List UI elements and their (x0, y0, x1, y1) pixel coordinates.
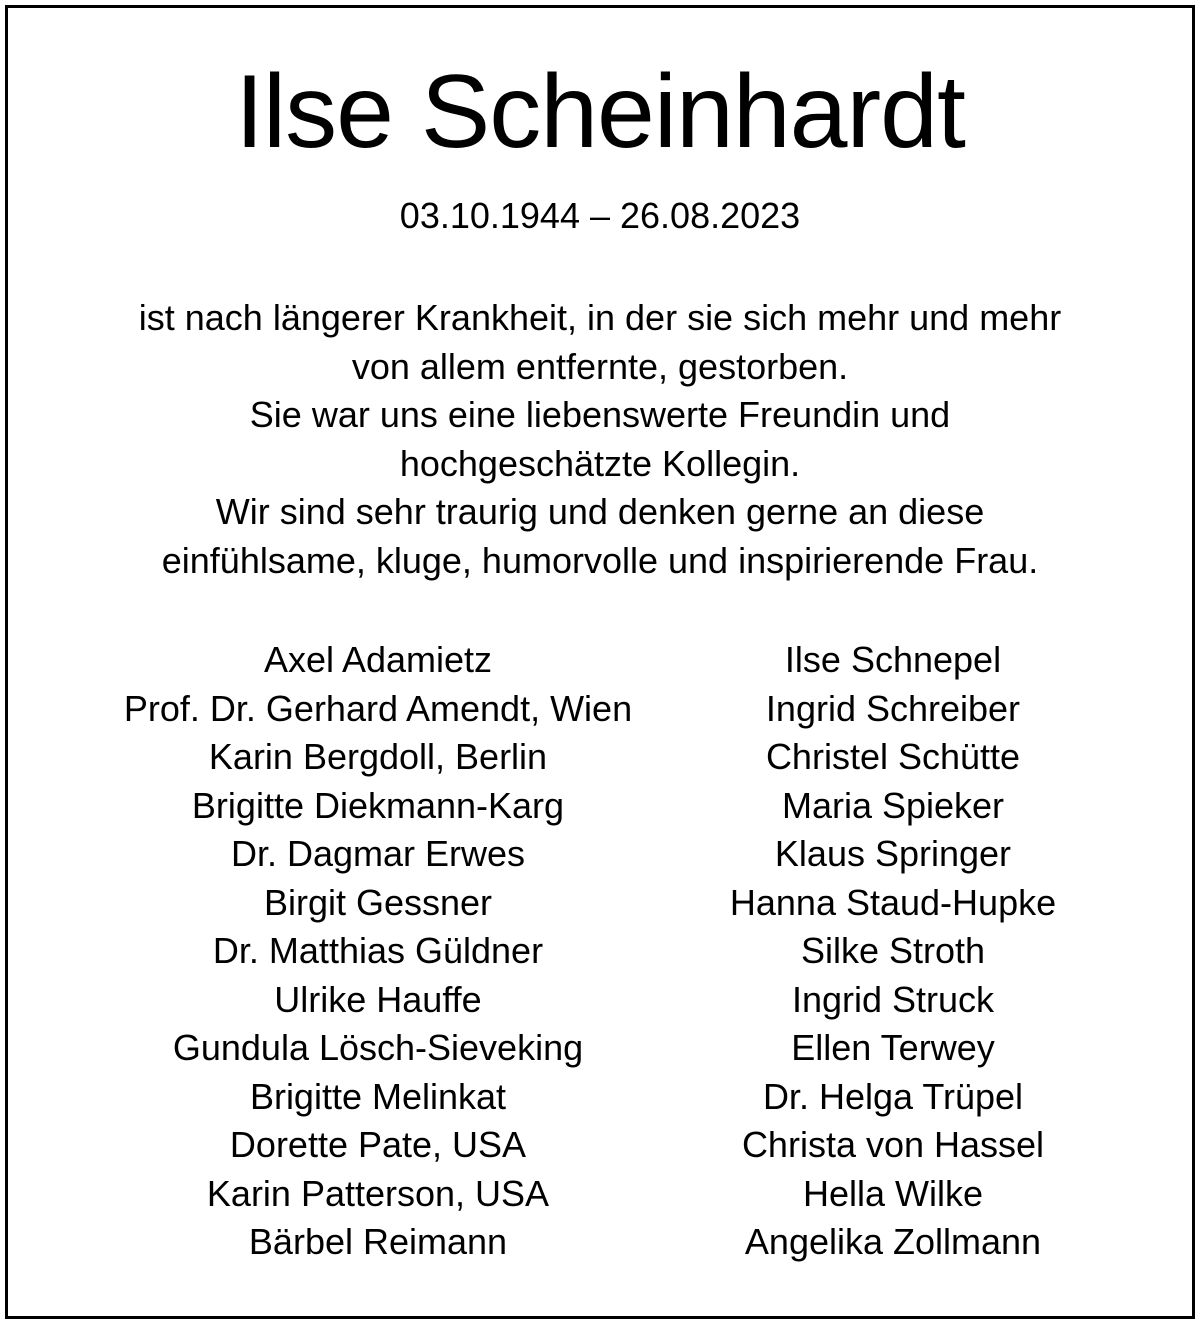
message-line: Sie war uns eine liebenswerte Freundin und (249, 394, 951, 435)
signatories-left-column (83, 636, 673, 1267)
obituary-notice (5, 5, 1195, 1319)
life-dates: 03.10.1944 – 26.08.2023 (399, 195, 801, 236)
signatory-name: Klaus Springer (774, 833, 1012, 874)
signatories-right-column (608, 636, 1178, 1267)
signatory-name: Hanna Staud-Hupke (729, 881, 1057, 923)
signatory-name: Dr. Matthias Güldner (212, 930, 544, 971)
signatory-name: Angelika Zollmann (744, 1221, 1042, 1262)
signatory-name: Birgit Gessner (263, 881, 493, 923)
signatory-name: Dr. Dagmar Erwes (230, 833, 526, 874)
signatory-name: Ellen Terwey (791, 1027, 995, 1068)
signatory-name: Brigitte Melinkat (249, 1075, 507, 1117)
deceased-name: Ilse Scheinhardt (235, 54, 965, 170)
signatory-name: Prof. Dr. Gerhard Amendt, Wien (123, 687, 633, 729)
signatory-name: Christel Schütte (765, 736, 1021, 777)
signatory-name: Ingrid Schreiber (765, 687, 1021, 729)
signatory-name: Karin Patterson, USA (206, 1172, 550, 1214)
message-line: von allem entfernte, gestorben. (351, 345, 849, 387)
message-line: Wir sind sehr traurig und denken gerne an diese (215, 491, 985, 532)
signatory-name: Maria Spieker (781, 784, 1005, 826)
signatory-name: Bärbel Reimann (248, 1221, 508, 1262)
signatory-name: Gundula Lösch-Sieveking (172, 1027, 584, 1068)
signatory-name: Ulrike Hauffe (274, 978, 482, 1020)
signatory-name: Brigitte Diekmann-Karg (191, 784, 565, 826)
obituary-message (8, 294, 1192, 585)
signatory-name: Ilse Schnepel (784, 639, 1002, 680)
message-line: ist nach längerer Krankheit, in der sie sich mehr und mehr (138, 297, 1062, 338)
signatory-name: Dorette Pate, USA (229, 1124, 527, 1165)
signatory-name: Dr. Helga Trüpel (762, 1075, 1024, 1117)
signatory-name: Silke Stroth (800, 930, 986, 971)
signatory-name: Christa von Hassel (741, 1124, 1045, 1165)
message-line: hochgeschätzte Kollegin. (399, 442, 801, 484)
message-line: einfühlsame, kluge, humorvolle und inspirierende Frau. (161, 539, 1039, 581)
signatory-name: Karin Bergdoll, Berlin (208, 736, 548, 777)
signatory-name: Hella Wilke (802, 1172, 984, 1214)
signatory-name: Ingrid Struck (791, 978, 995, 1020)
signatory-name: Axel Adamietz (263, 639, 493, 680)
